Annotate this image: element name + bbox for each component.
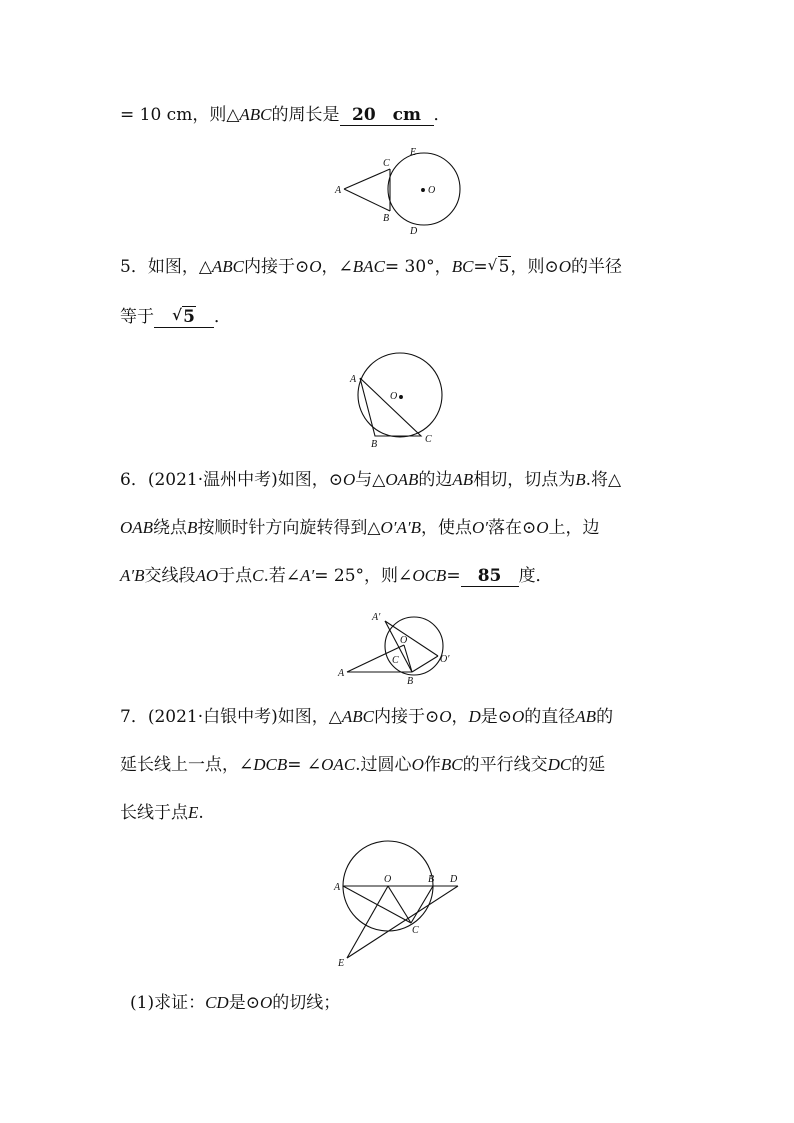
q7-figure <box>332 840 467 970</box>
q7-line2: 延长线上一点，∠DCB= ∠OAC.过圆心O作BC的平行线交DC的延 <box>120 755 606 775</box>
q5-circle <box>358 353 442 437</box>
q6-line2: OAB绕点B按顺时针方向旋转得到△O′A′B，使点O′落在⊙O上，边 <box>120 518 600 538</box>
q5-answer-blank: √ 5 <box>154 307 214 328</box>
q7-line3: 长线于点E. <box>120 803 204 823</box>
q7-label-d: D <box>450 874 458 885</box>
q6-label-a: A <box>338 668 345 679</box>
q4-tangent-ac <box>344 169 390 189</box>
q5-sqrt: √ 5 <box>487 256 510 277</box>
q5-center-dot <box>400 396 403 399</box>
q4-label-o: O <box>428 185 436 196</box>
q5-triangle <box>360 378 421 436</box>
q7-label-c: C <box>412 925 419 936</box>
q6-segment-bo1 <box>412 656 438 672</box>
q6-line3: A′B交线段AO于点C.若∠A′= 25°，则∠OCB= 85 度． <box>120 566 553 586</box>
q5-label-o: O <box>390 391 398 402</box>
q7-segment-oc <box>388 886 411 923</box>
q5-figure <box>345 350 450 450</box>
q6-label-a1: A′ <box>372 612 381 623</box>
q6-figure <box>335 608 465 688</box>
q4-center-dot <box>422 189 425 192</box>
q5-line2: 等于 √ 5 ． <box>120 306 231 327</box>
q6-circle <box>385 617 443 675</box>
q4-line: = 10 cm，则△ABC的周长是 20 cm ． <box>120 105 451 125</box>
q6-label-o1: O′ <box>440 654 450 665</box>
q5-label-b: B <box>371 439 378 450</box>
q7-label-e: E <box>338 958 345 969</box>
q4-label-a: A <box>335 185 342 196</box>
q4-label-e: E <box>410 147 417 158</box>
q6-label-o: O <box>400 635 408 646</box>
q5-label-a: A <box>350 374 357 385</box>
q4-label-c: C <box>383 158 390 169</box>
q7-label-a: A <box>334 882 341 893</box>
q6-answer-blank: 85 <box>461 566 519 587</box>
q7-segment-oe <box>347 886 388 958</box>
q4-answer-blank: 20 cm <box>340 105 434 126</box>
q4-label-d: D <box>410 226 418 237</box>
q6-label-b: B <box>407 676 414 687</box>
q7-line1: 7．(2021·白银中考)如图，△ABC内接于⊙O，D是⊙O的直径AB的 <box>120 707 614 727</box>
q5-line1: 5．如图，△ABC内接于⊙O，∠BAC= 30°，BC= √ 5，则⊙O的半径 <box>120 254 674 280</box>
q7-label-o: O <box>384 874 392 885</box>
q4-figure <box>330 145 470 240</box>
q6-label-c: C <box>392 655 399 666</box>
q4-tangent-ab <box>344 189 390 211</box>
q7-label-b: B <box>428 874 435 885</box>
q6-line1: 6．(2021·温州中考)如图，⊙O与△OAB的边AB相切，切点为B.将△ <box>120 470 622 490</box>
q4-label-b: B <box>383 213 390 224</box>
q5-label-c: C <box>425 434 432 445</box>
q7-sub1: (1)求证：CD是⊙O的切线； <box>130 993 341 1013</box>
